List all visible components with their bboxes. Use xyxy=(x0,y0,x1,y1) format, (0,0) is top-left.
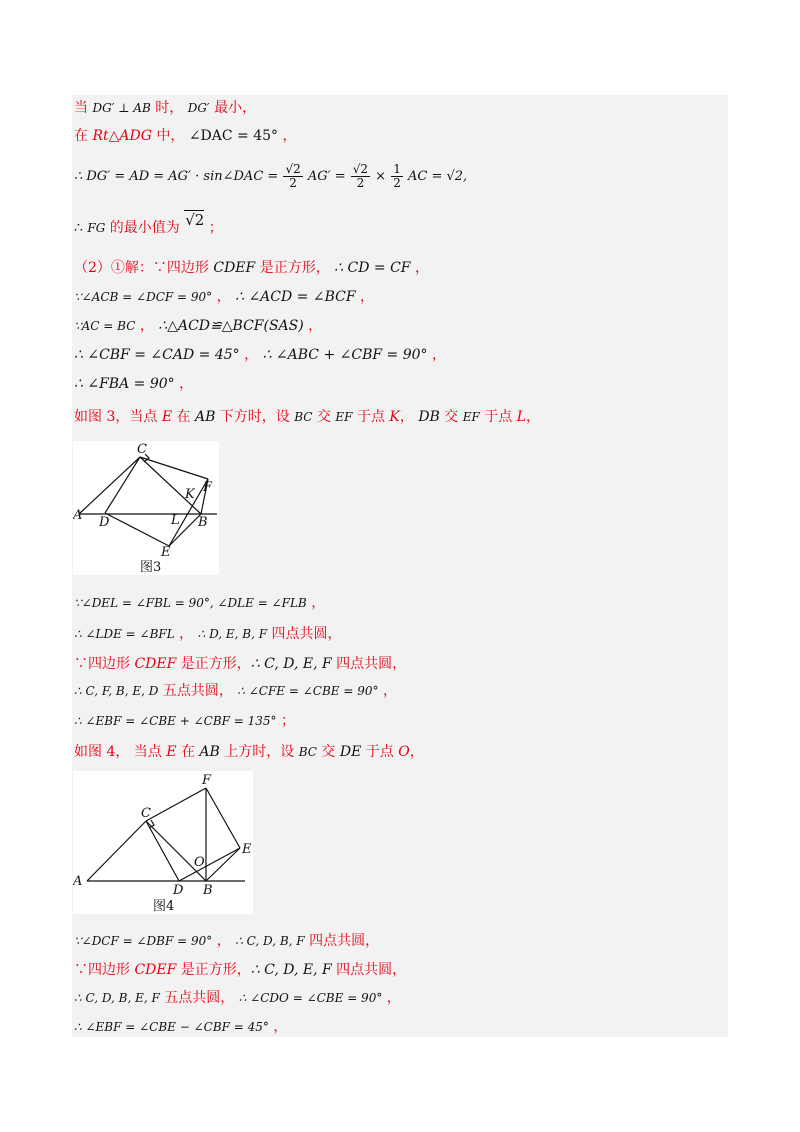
label-b: B xyxy=(198,515,208,530)
segment-fe xyxy=(206,788,240,848)
label-c: C xyxy=(141,806,151,821)
text: 是正方形， xyxy=(176,656,251,672)
math: ∵∠DEL = ∠FBL = 90°, ∠DLE = ∠FLB xyxy=(74,596,307,610)
math: CDEF xyxy=(134,656,177,672)
segment-de xyxy=(179,848,240,881)
segment-be xyxy=(206,848,240,881)
segment-cd xyxy=(146,821,179,881)
label-k: K xyxy=(185,487,195,502)
math: BC xyxy=(298,745,317,759)
text: 是正方形， xyxy=(176,962,251,978)
fraction-sqrt2-over-2: $\frac{√2}{2}$ xyxy=(285,162,301,190)
fraction-sqrt2-over-2: $\frac{√2}{2}$ xyxy=(352,162,369,190)
text: 于点 xyxy=(361,744,399,760)
label-o: O xyxy=(194,855,205,870)
math: √2 xyxy=(185,211,205,229)
math: ∴ ∠CDO = ∠CBE = 90° xyxy=(238,991,383,1005)
text: 于点 xyxy=(352,409,390,425)
text: 如图 3，当点 xyxy=(74,409,162,425)
figure-3-caption: 图3 xyxy=(140,560,162,575)
line-20 xyxy=(74,1018,287,1036)
math: EF xyxy=(335,410,353,424)
text: ； xyxy=(281,713,296,729)
label-f: F xyxy=(203,480,213,495)
text: ， xyxy=(216,289,231,305)
line-9 xyxy=(74,375,193,393)
segment-de xyxy=(105,513,169,546)
math: L xyxy=(516,409,527,425)
text: ， xyxy=(139,318,154,334)
label-e: E xyxy=(242,842,252,857)
text: 在 xyxy=(176,744,200,760)
text: ， xyxy=(179,376,194,392)
math: ∴ C, F, B, E, D xyxy=(74,684,159,698)
math: ∴ C, D, B, E, F xyxy=(74,991,160,1005)
line-7 xyxy=(74,317,322,335)
label-e: E xyxy=(161,545,171,560)
text: ， xyxy=(399,409,419,425)
math: ∠DAC = 45° xyxy=(188,128,279,144)
math: ∴△ACD≌△BCF(SAS) xyxy=(158,318,304,334)
text: 最小， xyxy=(214,100,257,116)
math: K xyxy=(389,409,400,425)
text: 四点共圆， xyxy=(271,626,342,642)
text: 五点共圆， xyxy=(162,683,233,699)
math: ∴ ∠EBF = ∠CBE + ∠CBF = 135° xyxy=(74,714,277,728)
text: 是正方形， xyxy=(259,260,330,276)
math: Rt△ADG xyxy=(92,128,152,144)
text: ∵四边形 xyxy=(74,962,135,978)
math: FG xyxy=(87,221,106,235)
text: 的最小值为 xyxy=(109,220,180,236)
text: 四点共圆， xyxy=(336,656,407,672)
text: ， xyxy=(273,1019,288,1035)
math: ∴ C, D, B, F xyxy=(235,934,305,948)
math: ∴ ∠CBF = ∠CAD = 45° xyxy=(74,347,240,363)
math: ∴ ∠FBA = 90° xyxy=(74,376,175,392)
math: BC xyxy=(294,410,313,424)
text: ， xyxy=(414,260,429,276)
math: ∴ C, D, E, F xyxy=(250,656,332,672)
label-d: D xyxy=(99,515,110,530)
line-2 xyxy=(74,127,297,145)
label-d: D xyxy=(173,883,184,898)
line-4 xyxy=(74,211,223,237)
math: AB xyxy=(199,744,220,760)
segment-ac xyxy=(87,821,146,881)
text: ， xyxy=(409,744,424,760)
text: ， xyxy=(311,595,326,611)
math: EF xyxy=(462,410,480,424)
text: ， xyxy=(432,347,446,363)
text: 在 xyxy=(74,128,88,144)
fraction-one-half: $\frac{1}{2}$ xyxy=(393,162,401,190)
text: 交 xyxy=(439,409,463,425)
math: ∴ ∠LDE = ∠BFL xyxy=(74,627,175,641)
text: 上方时，设 xyxy=(219,744,299,760)
text: 交 xyxy=(316,744,340,760)
math: ∵AC = BC xyxy=(74,319,136,333)
math: O xyxy=(398,744,410,760)
math: ∴ C, D, E, F xyxy=(250,962,332,978)
label-l: L xyxy=(171,513,180,528)
math: DB xyxy=(418,409,440,425)
math: E xyxy=(161,409,173,425)
math: × xyxy=(375,169,387,184)
math: AB xyxy=(194,409,216,425)
line-11 xyxy=(74,594,325,612)
label-f: F xyxy=(202,773,212,788)
line-6 xyxy=(74,288,374,306)
text: ， xyxy=(244,347,259,363)
label-b: B xyxy=(203,883,213,898)
text: 五点共圆， xyxy=(164,990,235,1006)
math: ∴ DG′ = AD = AG′ · sin∠DAC = xyxy=(74,169,279,184)
text: （2）①解：∵四边形 xyxy=(74,260,209,276)
text: 交 xyxy=(312,409,336,425)
figure-4-caption: 图4 xyxy=(153,899,175,914)
text: ， xyxy=(526,409,541,425)
math: AG′ = xyxy=(307,169,346,184)
math: E xyxy=(166,744,177,760)
line-12 xyxy=(74,625,342,643)
text: 当 xyxy=(74,100,88,116)
text: ， xyxy=(360,289,375,305)
math: DG′ ⊥ AB xyxy=(92,101,151,115)
line-13 xyxy=(74,655,406,673)
math: CDEF xyxy=(213,260,256,276)
text: 于点 xyxy=(479,409,517,425)
text: ， xyxy=(179,626,194,642)
math: DE xyxy=(339,744,362,760)
text: 如图 4， 当点 xyxy=(74,744,167,760)
segment-cb xyxy=(146,821,206,881)
label-a: A xyxy=(73,508,83,523)
line-17 xyxy=(74,932,379,950)
math: ∴ ∠ACD = ∠BCF xyxy=(235,289,356,305)
segment-cf xyxy=(140,457,208,479)
text: 时， xyxy=(155,100,184,116)
math: AC = √2, xyxy=(408,169,468,184)
math: CDEF xyxy=(134,962,177,978)
line-18 xyxy=(74,961,406,979)
line-16 xyxy=(74,743,424,761)
math: ∴ ∠ABC + ∠CBF = 90° xyxy=(262,347,428,363)
label-a: A xyxy=(73,874,83,889)
text: 下方时，设 xyxy=(215,409,295,425)
line-1 xyxy=(74,99,256,117)
math: ∵∠ACB = ∠DCF = 90° xyxy=(74,290,213,304)
text: 中， xyxy=(156,128,185,144)
text: 四点共圆， xyxy=(309,933,380,949)
line-5 xyxy=(74,259,429,277)
line-3 xyxy=(74,163,467,190)
label-c: C xyxy=(137,442,147,457)
math: ∴ ∠EBF = ∠CBE − ∠CBF = 45° xyxy=(74,1020,269,1034)
figure-3 xyxy=(73,441,219,575)
text: ， xyxy=(386,990,401,1006)
line-10 xyxy=(74,408,540,426)
figure-4 xyxy=(73,771,253,914)
math: ∴ xyxy=(74,220,83,236)
math: ∴ ∠CFE = ∠CBE = 90° xyxy=(237,684,379,698)
text: ， xyxy=(382,683,397,699)
math: ∴ CD = CF xyxy=(334,260,411,276)
math: ∵∠DCF = ∠DBF = 90° xyxy=(74,934,213,948)
text: ∵四边形 xyxy=(74,656,135,672)
text: ； xyxy=(208,220,223,236)
line-8 xyxy=(74,346,446,364)
line-15 xyxy=(74,712,295,730)
segment-cf xyxy=(146,788,206,821)
line-19 xyxy=(74,989,401,1007)
text: ， xyxy=(308,318,323,334)
text: 四点共圆， xyxy=(336,962,407,978)
segment-cb xyxy=(140,457,201,514)
math: DG′ xyxy=(187,101,210,115)
line-14 xyxy=(74,682,397,700)
math: ∴ D, E, B, F xyxy=(197,627,268,641)
text: ， xyxy=(216,933,231,949)
text: ， xyxy=(282,128,297,144)
text: 在 xyxy=(172,409,195,425)
